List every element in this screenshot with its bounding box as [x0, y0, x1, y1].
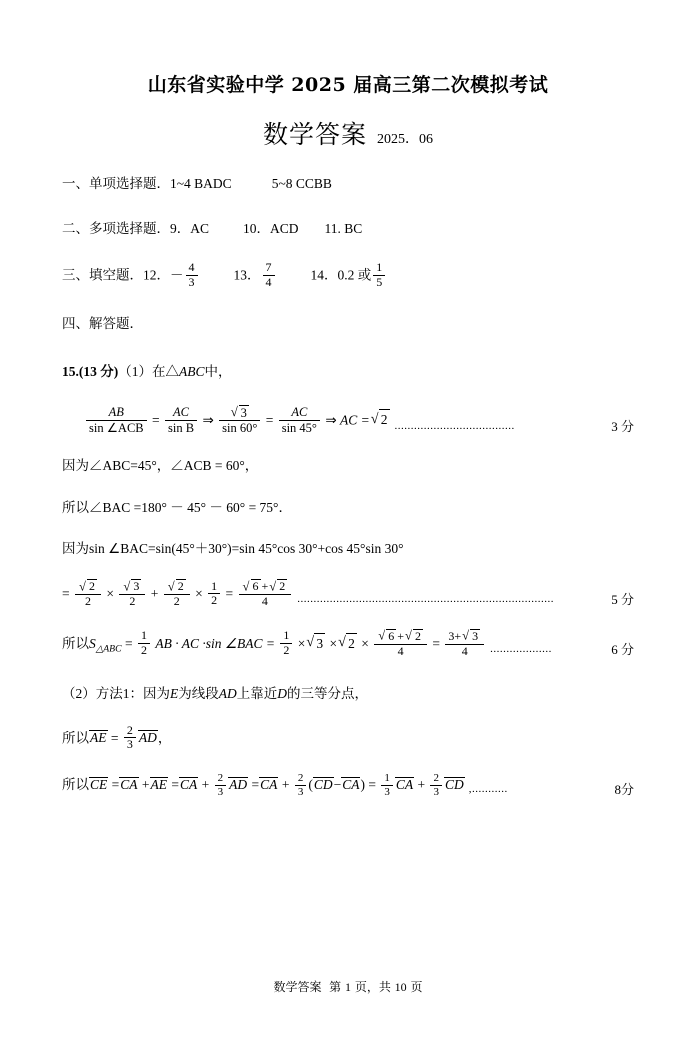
- den-c: 2: [173, 593, 180, 608]
- equals-5: =: [124, 635, 133, 651]
- sinacb-denominator: sin ∠ACB: [89, 420, 144, 435]
- times-1: ×: [106, 586, 114, 602]
- den-f1: 2: [140, 643, 147, 658]
- den-f4: 4: [461, 643, 468, 658]
- q15-triangle-label: ABC: [179, 364, 205, 380]
- sqrt3-radicand: 3: [240, 405, 247, 420]
- line2-tail: ，: [157, 730, 172, 746]
- part2-mid: 为线段: [178, 686, 219, 702]
- den-e: 4: [261, 593, 268, 608]
- footer-page-mid: 页，共: [354, 980, 391, 994]
- plus-2: +: [141, 777, 150, 793]
- q15-heading: [62, 361, 634, 383]
- q15-part2-line2: [62, 722, 634, 754]
- q15-head-text: （1）在△: [118, 364, 179, 380]
- sin60-denominator: sin 60°: [222, 421, 258, 436]
- equals-1: =: [152, 412, 160, 428]
- vector-ca-2: CA: [180, 777, 198, 793]
- q15-equation-2: [62, 580, 634, 610]
- paren-open: (: [308, 777, 313, 793]
- num-23: 2: [124, 724, 136, 739]
- ac-numerator: AC: [165, 405, 197, 420]
- frac-sqrt6-plus-sqrt2-over-4-b: [374, 629, 427, 659]
- frac-1-2: [208, 580, 220, 609]
- vector-ad-2: AD: [229, 777, 248, 793]
- sqrt2-num-a: √ 2: [75, 579, 101, 595]
- frac-2-3: [124, 724, 136, 753]
- plus-4: +: [281, 777, 290, 793]
- times-3: ×: [297, 635, 306, 651]
- q13-fraction: [263, 261, 275, 290]
- vector-cd: CD: [313, 777, 333, 793]
- footer-page-suffix: 页: [410, 980, 423, 994]
- q12-prefix: 12．: [143, 267, 170, 283]
- num-f1: 1: [138, 629, 150, 644]
- vector-ca-5: CA: [395, 777, 414, 793]
- q15-part2-heading: [62, 683, 634, 705]
- q13-prefix: 13．: [233, 267, 261, 283]
- sqrt2-area: √ 2: [338, 633, 357, 654]
- vector-ae-2: AE: [150, 777, 168, 793]
- section-2-answer-11: 11. BC: [324, 220, 363, 236]
- q15-number: 15.(13 分): [62, 364, 119, 380]
- plus-5: +: [417, 777, 426, 793]
- q14-prefix: 14．: [310, 267, 338, 283]
- equals-9: =: [171, 777, 180, 793]
- q14-denominator: 5: [376, 274, 383, 289]
- vector-ca-1: CA: [120, 777, 138, 793]
- area-subscript: △ABC: [95, 643, 122, 655]
- frac-half-2: [280, 629, 292, 658]
- sqrt2-result: √ 2: [371, 409, 390, 430]
- equals-7: =: [110, 730, 119, 746]
- frac-23-c: $\frac{2}{3}$: [295, 772, 307, 798]
- equals-10: =: [251, 777, 260, 793]
- q15-equation-1: [62, 406, 634, 437]
- den-b: 2: [129, 593, 136, 608]
- q15-line-4: 因为sin ∠BAC=sin(45°＋30°)=sin 45°cos 30°+cos 45°sin 30°: [62, 540, 404, 556]
- num-f2: 1: [280, 629, 292, 644]
- ab-numerator: AB: [86, 405, 147, 420]
- frac-sqrt6-plus-sqrt2-over-4: [239, 579, 292, 609]
- plus-3: +: [201, 777, 210, 793]
- sqrt2-radicand: 2: [379, 409, 390, 430]
- frac-13: $\frac{1}{3}$: [381, 772, 393, 798]
- implies-2: ⇒: [325, 412, 337, 428]
- equals-6: =: [432, 635, 440, 651]
- sqrt6-plus-sqrt2: √ 6 + √ 2: [239, 579, 292, 595]
- q15-head-tail: 中，: [204, 364, 232, 380]
- section-single-choice: [62, 173, 634, 196]
- point-d: D: [277, 686, 287, 702]
- score-1: 3 分: [611, 418, 634, 434]
- sqrt3-numerator: √ 3: [219, 405, 260, 421]
- times-2: ×: [195, 586, 203, 602]
- subtitle-row: [62, 115, 634, 151]
- section-1-label: 一、单项选择题．: [62, 176, 170, 192]
- minus-1: −: [333, 777, 342, 793]
- footer-page-number: 1: [344, 980, 351, 994]
- segment-ad: AD: [218, 686, 237, 702]
- vector-ca-3: CA: [260, 777, 278, 793]
- vector-ca-4: CA: [342, 777, 360, 793]
- point-e: E: [170, 686, 179, 702]
- area-prefix: 所以: [62, 635, 89, 651]
- ratio-ab-sinacb: [86, 405, 147, 435]
- q14-fraction: [373, 261, 385, 290]
- vector-ad: AD: [138, 730, 157, 746]
- vector-ce: CE: [90, 777, 108, 793]
- answer-sheet-page: [0, 70, 696, 1053]
- ratio-ac-sin45: [279, 405, 320, 435]
- plus-1: +: [150, 586, 159, 602]
- leader-dots-3: ...................: [490, 642, 552, 655]
- leader-dots-2: ...............................................................................: [297, 593, 555, 606]
- vector-cd-2: CD: [444, 777, 464, 793]
- leader-dots-4: ,...........: [468, 783, 508, 796]
- q13-numerator: 7: [263, 261, 275, 276]
- num-d: 1: [208, 580, 220, 595]
- q12-fraction: [186, 261, 198, 290]
- sqrt6-plus-sqrt2-b: √ 6 + √ 2: [374, 629, 427, 645]
- section-2-answer-9: 9．AC: [170, 220, 210, 236]
- page-title: 山东省实验中学 2025 届高三第二次模拟考试: [147, 74, 549, 96]
- q14-numerator: 1: [373, 261, 385, 276]
- q15-line-3: 所以∠BAC =180° － 45° － 60° = 75°．: [62, 499, 292, 515]
- den-23: 3: [126, 737, 133, 752]
- three-plus-sqrt3: 3+ √ 3: [445, 629, 484, 645]
- sqrt3-num-b: √ 3: [119, 579, 145, 595]
- equals-2: =: [265, 412, 274, 428]
- den-f2: 2: [283, 643, 290, 658]
- sinb-denominator: sin B: [168, 420, 195, 435]
- frac-sqrt2-2-b: [164, 579, 190, 609]
- times-5: ×: [361, 635, 369, 651]
- equals-11: =: [368, 777, 376, 793]
- frac-3-plus-sqrt3-over-4: [445, 629, 484, 659]
- den-d: 2: [211, 593, 218, 608]
- den-f3: 4: [397, 643, 404, 658]
- line3-prefix: 所以: [62, 777, 89, 793]
- ac2-numerator: AC: [279, 405, 320, 420]
- score-2: 5 分: [611, 592, 634, 608]
- section-multi-choice: [62, 218, 634, 241]
- equals-4: =: [225, 586, 234, 602]
- paren-close: ): [360, 777, 365, 793]
- times-4: ×: [329, 635, 338, 651]
- vector-ae: AE: [90, 730, 107, 746]
- q12-numerator: 4: [186, 261, 198, 276]
- q15-equation-3: [62, 630, 634, 660]
- frac-sqrt2-2-a: [75, 579, 101, 609]
- frac-half-1: [138, 629, 150, 658]
- frac-23-d: $\frac{2}{3}$: [430, 772, 442, 798]
- section-solution-problems: [62, 313, 634, 336]
- q14-value: 0.2 或: [337, 267, 372, 283]
- area-mid-expr: AB · AC ·sin ∠BAC =: [155, 635, 275, 651]
- ac-result-label: AC =: [340, 412, 370, 428]
- equals-8: =: [111, 777, 120, 793]
- page-footer: [0, 978, 696, 995]
- sqrt3-area: √ 3: [306, 633, 325, 654]
- ratio-ac-sinb: [165, 405, 197, 435]
- part2-mid2: 上靠近: [236, 686, 278, 702]
- section-3-label: 三、填空题．: [62, 267, 143, 284]
- score-4: 8分: [614, 782, 634, 798]
- line2-prefix: 所以: [62, 730, 89, 746]
- section-2-label: 二、多项选择题．: [62, 220, 170, 237]
- section-4-label: 四、解答题．: [62, 315, 143, 332]
- frac-23-b: $\frac{2}{3}$: [215, 772, 227, 798]
- section-fill-blank: [62, 262, 634, 291]
- q12-denominator: 3: [188, 274, 195, 289]
- leader-dots-1: .....................................: [394, 419, 515, 432]
- part2-tail: 的三等分点，: [287, 686, 368, 702]
- footer-total-pages: 10: [394, 980, 407, 994]
- area-symbol: S: [89, 635, 96, 651]
- q15-line-2: 因为∠ABC=45°，∠ACB = 60°，: [62, 458, 259, 474]
- section-1-answers-b: 5~8 CCBB: [271, 176, 332, 191]
- footer-page-prefix: 第: [329, 980, 342, 994]
- q12-sign: －: [170, 267, 184, 283]
- sin45-denominator: sin 45°: [281, 420, 317, 435]
- ratio-sqrt3-sin60: [219, 405, 260, 436]
- exam-date: 2025．06: [377, 132, 433, 147]
- sqrt2-num-c: √ 2: [164, 579, 190, 595]
- implies-1: ⇒: [202, 412, 214, 428]
- equals-3: =: [62, 586, 70, 602]
- footer-label: 数学答案: [273, 980, 322, 994]
- q15-part2-line3: [62, 773, 634, 799]
- part2-prefix: （2）方法1：因为: [62, 686, 170, 702]
- section-2-answer-10: 10．ACD: [243, 220, 299, 236]
- section-1-answers-a: 1~4 BADC: [170, 176, 232, 191]
- page-subtitle: 数学答案: [262, 120, 367, 149]
- score-3: 6 分: [611, 641, 634, 657]
- frac-sqrt3-2: [119, 579, 145, 609]
- q13-denominator: 4: [265, 274, 272, 289]
- den-a: 2: [85, 593, 91, 608]
